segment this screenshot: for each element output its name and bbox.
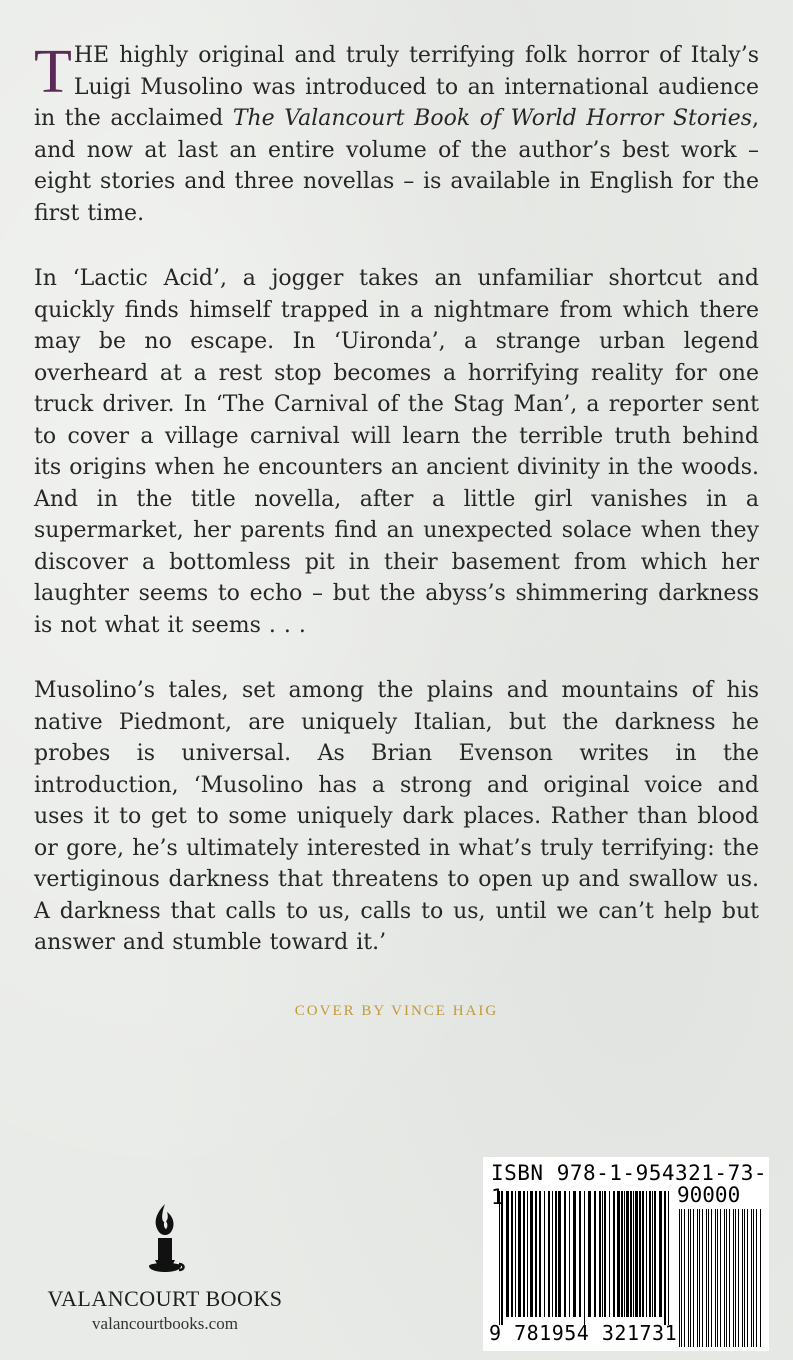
addon-number: 90000 <box>677 1183 741 1207</box>
isbn-barcode <box>483 1157 769 1351</box>
cover-credit: COVER BY VINCE HAIG <box>294 1003 499 1019</box>
barcode-bar <box>699 1209 700 1347</box>
barcode-bar <box>690 1209 691 1347</box>
barcode-bar <box>688 1209 689 1347</box>
barcode-bar <box>584 1191 585 1325</box>
barcode-bar <box>724 1209 725 1347</box>
barcode-bar <box>621 1191 623 1317</box>
barcode-bar <box>633 1191 634 1317</box>
barcode-bar <box>602 1191 603 1317</box>
barcode-bar <box>649 1191 651 1317</box>
barcode-bar <box>626 1191 629 1317</box>
barcode-bar <box>735 1209 736 1347</box>
barcode-bar <box>652 1191 653 1317</box>
barcode-bar <box>511 1191 513 1317</box>
barcode-bar <box>544 1191 545 1317</box>
barcode-bar <box>523 1191 525 1317</box>
barcode-bar <box>548 1191 550 1317</box>
barcode-bar <box>717 1209 718 1347</box>
barcode-bar <box>624 1191 625 1317</box>
barcode-bar <box>684 1209 685 1347</box>
barcode-bar <box>747 1209 748 1347</box>
barcode-bar <box>693 1209 694 1347</box>
barcode-bar <box>659 1191 662 1317</box>
barcode-bar <box>654 1191 656 1317</box>
barcode-bar <box>706 1209 707 1347</box>
barcode-bar <box>604 1191 606 1317</box>
barcode-bar <box>668 1191 669 1325</box>
blurb-paragraph-1: THE highly original and truly terrifying folk horror of Italy’s Luigi Musolino was introduced to an international audience in the acclaimed The Valancourt Book of World Horror Stories, and now at last an entire volume of the author’s best work – eight stories and three novellas – is available in English for the first time. <box>34 38 760 226</box>
barcode-bar <box>617 1191 620 1317</box>
barcode-bar <box>564 1191 566 1317</box>
barcode-bar <box>639 1191 641 1317</box>
barcode-bar <box>679 1209 680 1347</box>
barcode-bar <box>552 1191 553 1317</box>
barcode-bar <box>573 1191 576 1317</box>
barcode-bar <box>501 1191 503 1325</box>
drop-cap: T <box>34 38 72 106</box>
barcode-bar <box>609 1191 610 1317</box>
back-cover-blurb <box>34 40 759 993</box>
barcode-bar <box>579 1191 581 1317</box>
candle-flame-icon <box>143 1200 187 1280</box>
barcode-bar <box>753 1209 754 1347</box>
publisher-block <box>40 1200 290 1334</box>
anthology-title: The Valancourt Book of World Horror Stories <box>232 106 753 131</box>
barcode-bar <box>726 1209 727 1347</box>
barcode-bar <box>711 1209 712 1347</box>
barcode-bar <box>646 1191 647 1317</box>
barcode-bar <box>613 1191 615 1317</box>
barcode-bar <box>720 1209 721 1347</box>
barcode-bar <box>635 1191 638 1317</box>
barcode-bar <box>738 1209 739 1347</box>
isbn-label: ISBN 978-1-954321-73-1 <box>491 1161 768 1209</box>
barcode-bar <box>681 1209 682 1347</box>
barcode-bar <box>744 1209 745 1347</box>
barcode-bar <box>642 1191 644 1317</box>
barcode-bar <box>555 1191 557 1317</box>
barcode-bar <box>558 1191 561 1317</box>
barcode-bar <box>751 1209 752 1347</box>
barcode-bar <box>756 1209 757 1347</box>
barcode-bar <box>715 1209 716 1347</box>
blurb-paragraph-2: In ‘Lactic Acid’, a jogger takes an unfamiliar shortcut and quickly finds himself trapped in a nightmare from which there may be no escape. In ‘Uironda’, a strange urban legend overheard at a rest stop becomes a horrifying reality for one truck driver. In ‘The Carnival of the Stag Man’, a reporter sent to cover a village carnival will learn the terrible truth behind its origins when he encounters an ancient divinity in the woods. And in the title novella, after a little girl vanishes in a supermarket, her parents find an unexpected solace when they discover a bottomless pit in their basement from which her laughter seems to echo – but the abyss’s shimmering darkness is not what it seems . . . <box>34 266 759 638</box>
barcode-bar <box>535 1191 537 1317</box>
barcode-bar <box>664 1191 666 1325</box>
blurb-paragraph-3: Musolino’s tales, set among the plains and mountains of his native Piedmont, are uniquely Italian, but the darkness he probes is universal. As Brian Evenson writes in the introduction, ‘Musolino has a strong and original voice and uses it to get to some uniquely dark places. Rather than blood or gore, he’s ultimately interested in what’s truly terrifying: the vertiginous darkness that threatens to open up and swallow us. A darkness that calls to us, calls to us, until we can’t help but answer and stumble toward it.’ <box>34 678 759 955</box>
publisher-url: valancourtbooks.com <box>92 1314 238 1333</box>
barcode-bar <box>588 1191 591 1317</box>
barcode-bar <box>733 1209 734 1347</box>
barcode-bar <box>515 1191 516 1317</box>
barcode-bar <box>742 1209 743 1347</box>
barcode-bar <box>527 1191 528 1317</box>
barcode-bar <box>539 1191 541 1317</box>
barcode-bar <box>630 1191 632 1317</box>
barcode-bar <box>702 1209 703 1347</box>
barcode-bar <box>697 1209 698 1347</box>
barcode-bar <box>599 1191 601 1317</box>
barcode-bar <box>499 1191 500 1325</box>
barcode-bar <box>594 1191 596 1317</box>
barcode-bar <box>518 1191 521 1317</box>
barcode-bar <box>506 1191 509 1317</box>
barcode-bar <box>569 1191 570 1317</box>
publisher-name: VALANCOURT BOOKS <box>47 1286 283 1311</box>
barcode-bar <box>760 1209 761 1347</box>
barcode-bar <box>729 1209 730 1347</box>
barcode-bar <box>530 1191 533 1317</box>
ean-number: 9 781954 321731 <box>489 1321 678 1345</box>
barcode-bar <box>708 1209 709 1347</box>
